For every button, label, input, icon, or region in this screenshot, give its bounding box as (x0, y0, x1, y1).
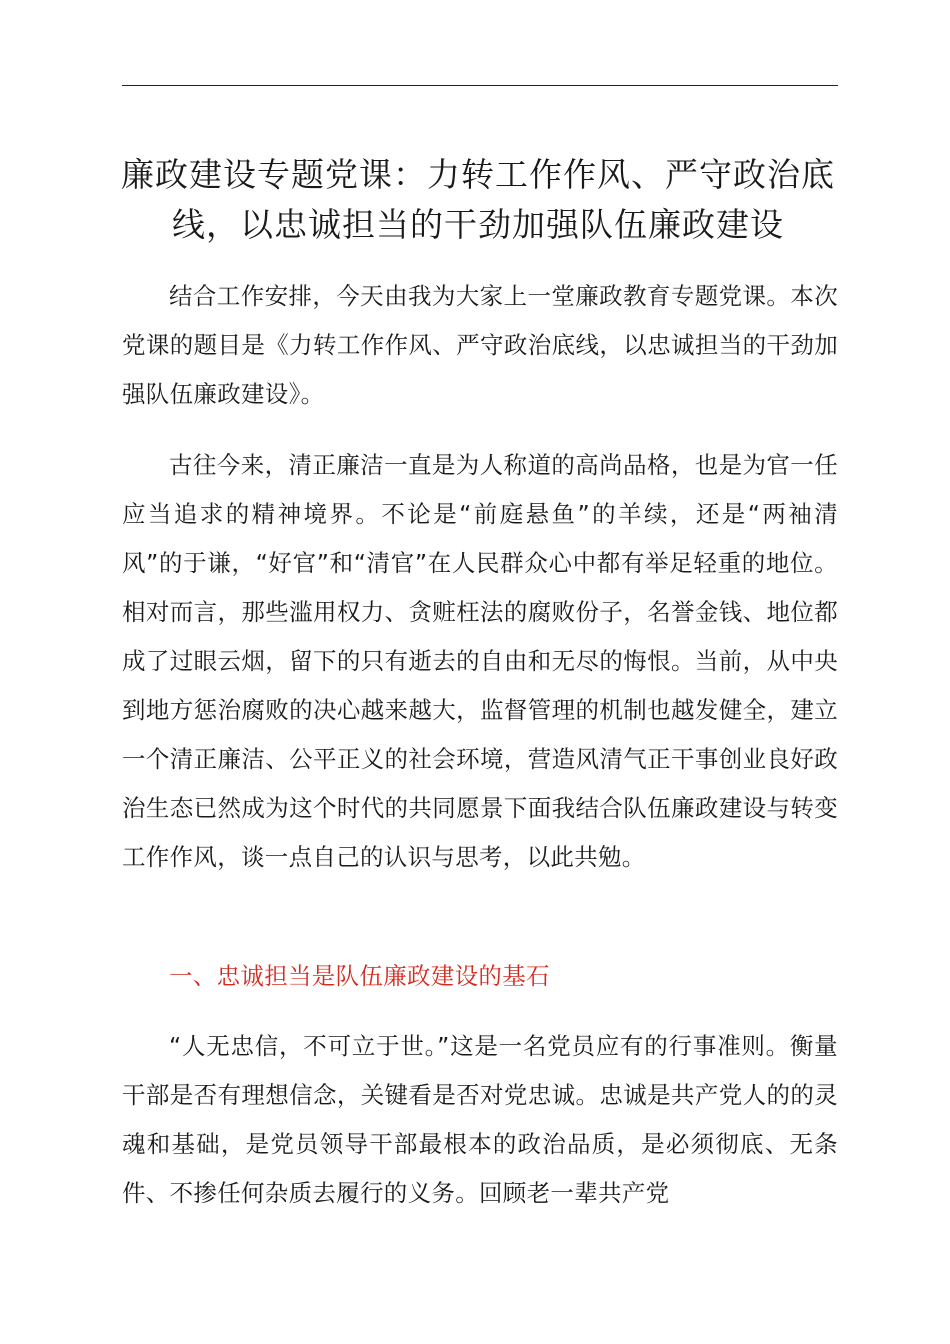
section-heading: 一、忠诚担当是队伍廉政建设的基石 (169, 962, 550, 990)
document-title: 廉政建设专题党课：力转工作作风、严守政治底线，以忠诚担当的干劲加强队伍廉政建设 (121, 155, 835, 244)
context-paragraph: 古往今来，清正廉洁一直是为人称道的高尚品格，也是为官一任应当追求的精神境界。不论是“前庭悬鱼”的羊续，还是“两袖清风”的于谦，“好官”和“清官”在人民群众心中都有举足轻重的地位。相对而言，那些滥用权力、贪赃枉法的腐败份子，名誉金钱、地位都成了过眼云烟，留下的只有逝去的自由和无尽的悔恨。当前，从中央到地方惩治腐败的决心越来越大，监督管理的机制也越发健全，建立一个清正廉洁、公平正义的社会环境，营造风清气正干事创业良好政治生态已然成为这个时代的共同愿景下面我结合队伍廉政建设与转变工作作风，谈一点自己的认识与思考，以此共勉。 (122, 451, 838, 871)
header-rule (122, 85, 838, 86)
section-paragraph: “人无忠信，不可立于世。”这是一名党员应有的行事准则。衡量干部是否有理想信念，关键看是否对党忠诚。忠诚是共产党人的的灵魂和基础，是党员领导干部最根本的政治品质，是必须彻底、无条件、不掺任何杂质去履行的义务。回顾老一辈共产党 (122, 1032, 838, 1207)
intro-paragraph: 结合工作安排，今天由我为大家上一堂廉政教育专题党课。本次党课的题目是《力转工作作风、严守政治底线，以忠诚担当的干劲加强队伍廉政建设》。 (122, 282, 838, 408)
